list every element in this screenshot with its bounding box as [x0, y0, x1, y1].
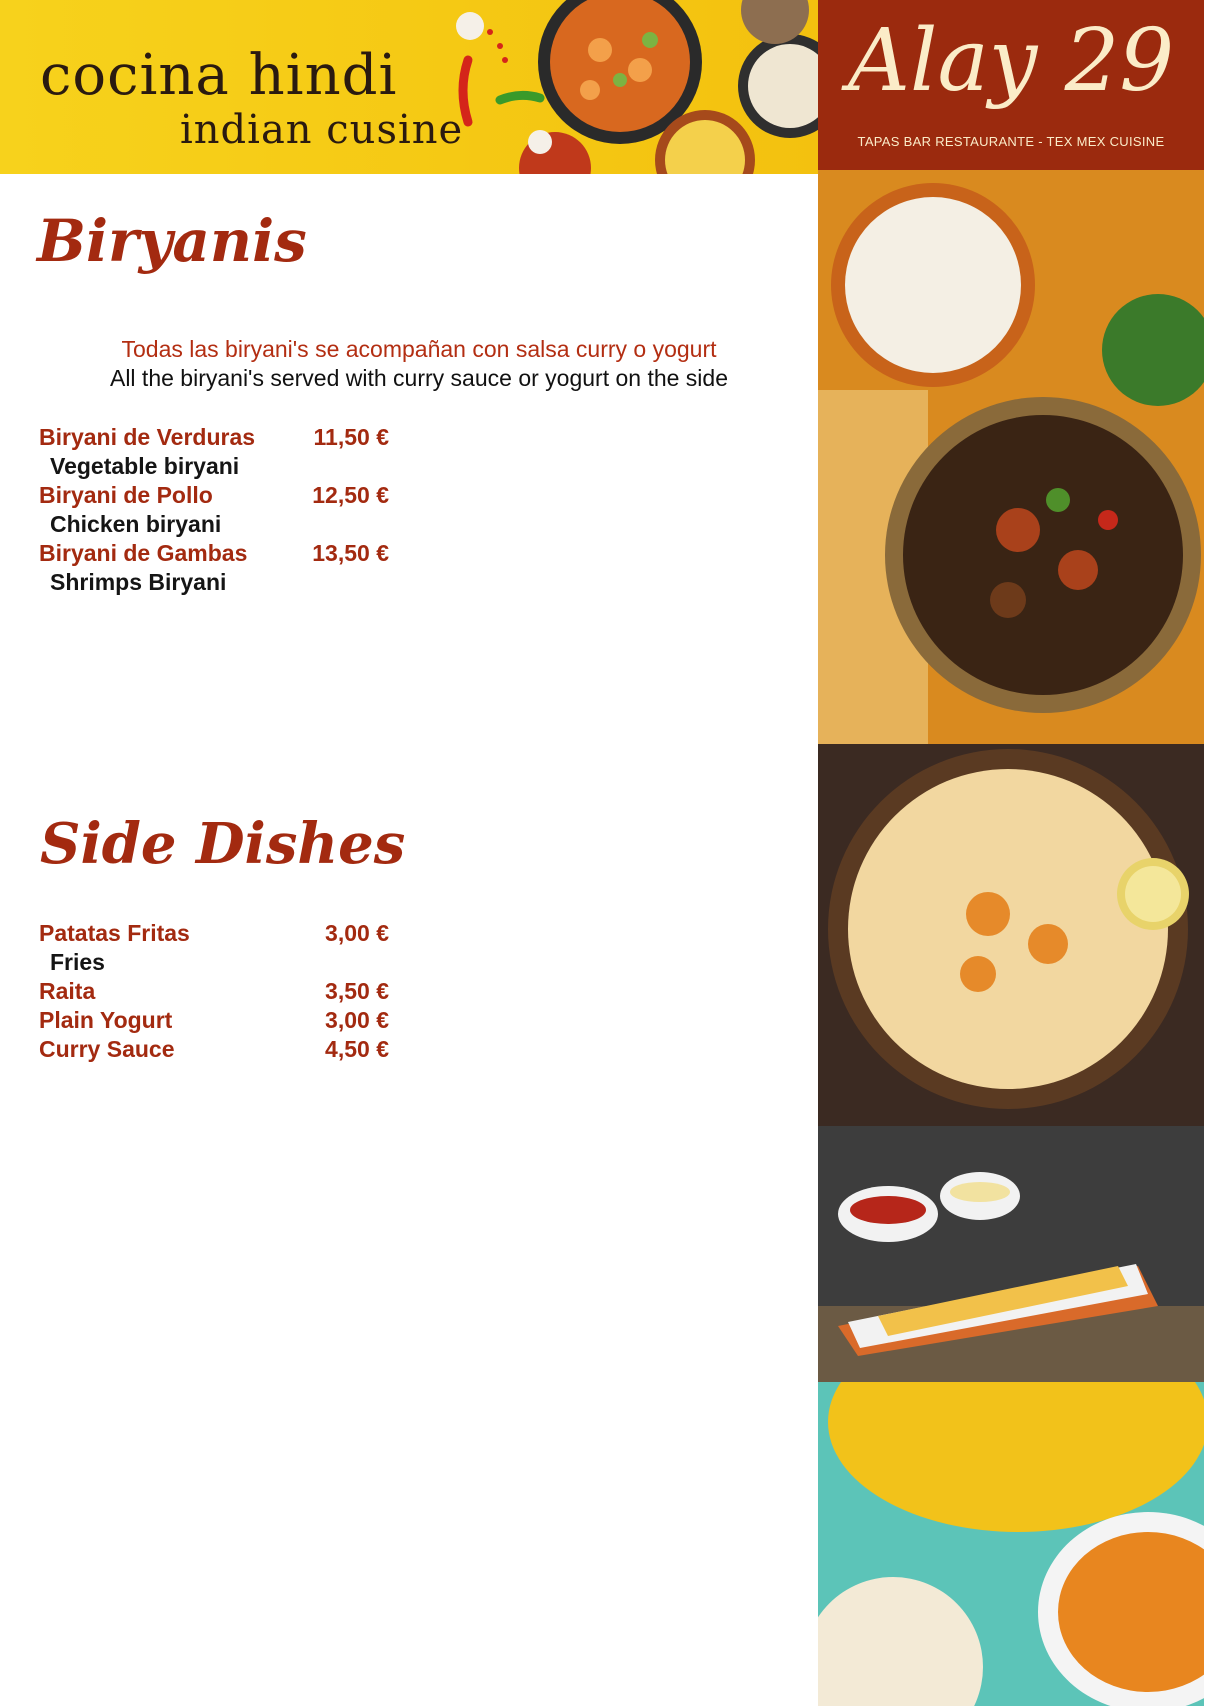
biryanis-note-en: All the biryani's served with curry sauce or yogurt on the side	[109, 365, 728, 391]
header-title-line-2: indian cusine	[180, 107, 464, 153]
menu-item-name: Biryani de Pollo	[39, 482, 213, 508]
menu-item-name: Curry Sauce	[39, 1036, 175, 1062]
menu-item-name: Plain Yogurt	[39, 1007, 173, 1033]
menu-item-price: 13,50 €	[312, 540, 389, 566]
curry-soup-photo	[818, 1382, 1204, 1706]
menu-item-translation: Fries	[50, 949, 105, 975]
menu-item-name: Patatas Fritas	[39, 920, 190, 946]
rice-curry-photo	[818, 170, 1204, 744]
menu-item-price: 3,00 €	[325, 920, 389, 946]
menu-item-name: Biryani de Verduras	[39, 424, 256, 450]
brand-panel	[818, 0, 1204, 170]
shrimp-biryani-photo	[818, 744, 1204, 1126]
menu-item-translation: Shrimps Biryani	[50, 569, 227, 595]
menu-item-translation: Chicken biryani	[50, 511, 222, 537]
menu-item-translation: Vegetable biryani	[50, 453, 240, 479]
photo-strip	[818, 170, 1204, 1706]
menu-item-price: 12,50 €	[312, 482, 389, 508]
menu-item-name: Raita	[39, 978, 96, 1004]
brand-tagline: TAPAS BAR RESTAURANTE - TEX MEX CUISINE	[857, 134, 1165, 149]
menu-item-price: 3,50 €	[325, 978, 389, 1004]
menu-item-price: 4,50 €	[325, 1036, 389, 1062]
menu-item-price: 3,00 €	[325, 1007, 389, 1033]
menu-item-price: 11,50 €	[313, 424, 389, 450]
fries-photo	[818, 1126, 1204, 1382]
header-banner	[0, 0, 818, 174]
menu-item-name: Biryani de Gambas	[39, 540, 248, 566]
brand-logo-text: Alay 29	[847, 11, 1175, 111]
side-dishes-title: Side Dishes	[40, 811, 406, 877]
biryanis-title: Biryanis	[37, 207, 307, 275]
biryanis-note-es: Todas las biryani's se acompañan con salsa curry o yogurt	[121, 336, 717, 362]
header-title-line-1: cocina hindi	[40, 43, 398, 108]
